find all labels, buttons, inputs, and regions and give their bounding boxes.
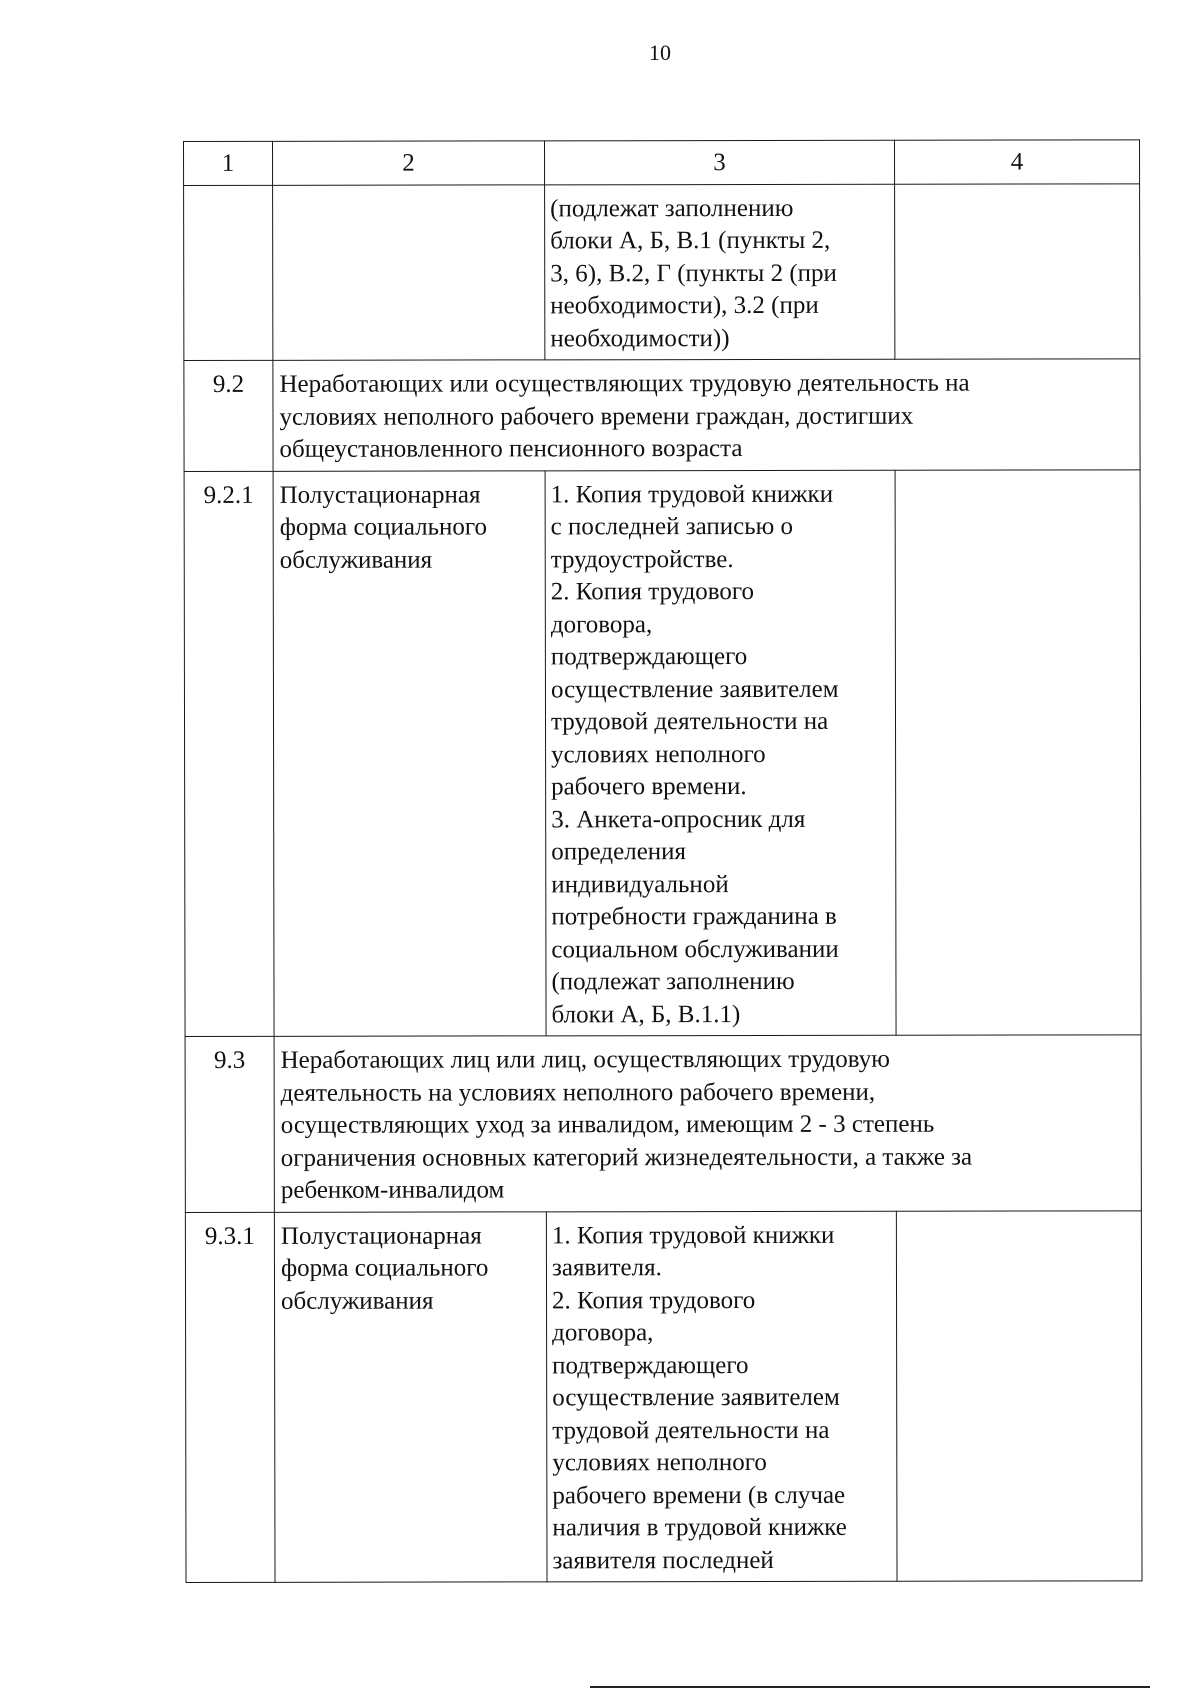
bottom-divider-line (590, 1686, 1150, 1688)
text-line: заявителя. (551, 1254, 662, 1282)
text-line: общеустановленного пенсионного возраста (279, 435, 743, 463)
text-line: Неработающих или осуществляющих трудовую деятельность на (279, 369, 970, 398)
header-cell-4: 4 (894, 140, 1139, 184)
text-line: 3. Анкета-опросник для (551, 805, 806, 833)
text-line: трудоустройстве. (550, 545, 734, 573)
table-header-row (184, 140, 1140, 185)
documents-cell (545, 470, 896, 1036)
text-line: 3, 6), В.2, Г (пункты 2 (при (550, 259, 837, 287)
text-line: определения (551, 838, 687, 866)
continuation-number-cell (184, 185, 273, 361)
text-line: форма социального (279, 513, 488, 541)
text-line: 1. Копия трудовой книжки (550, 480, 834, 508)
header-cell-1: 1 (184, 141, 273, 185)
text-line: трудовой деятельности на (550, 707, 829, 736)
table-row-9-3-1 (185, 1210, 1142, 1582)
text-line: трудовой деятельности на (552, 1416, 830, 1444)
table-row-section-9-2 (184, 359, 1140, 471)
text-line: обслуживания (279, 546, 433, 574)
continuation-form-cell (273, 184, 545, 360)
text-line: форма социального (280, 1254, 489, 1282)
service-form-cell (273, 470, 546, 1036)
notes-cell (895, 469, 1141, 1035)
text-line: индивидуальной (551, 870, 729, 898)
text-line: необходимости), 3.2 (при (550, 291, 819, 320)
text-line: блоки А, Б, В.1.1) (551, 1000, 741, 1028)
documents-cell (546, 1211, 897, 1582)
text-line: рабочего времени (в случае (552, 1481, 846, 1509)
page-number: 10 (649, 40, 671, 65)
section-number: 9.3 (185, 1036, 274, 1212)
text-line: (подлежат заполнению (551, 967, 795, 996)
text-line: договора, (550, 610, 653, 638)
table-row-continuation (184, 183, 1140, 360)
text-line: обслуживания (281, 1287, 434, 1315)
text-line: (подлежат заполнению (550, 194, 794, 222)
text-line: блоки А, Б, В.1 (пункты 2, (550, 226, 831, 255)
text-line: ограничения основных категорий жизнедеятельности, а также за (280, 1143, 973, 1172)
text-line: договора, (552, 1319, 654, 1347)
text-line: Полустационарная (280, 1221, 482, 1250)
text-line: подтверждающего (552, 1351, 749, 1379)
text-line: осуществляющих уход за инвалидом, имеющим 2 - 3 степень (280, 1110, 935, 1139)
text-line: потребности гражданина в (551, 902, 837, 931)
text-line: с последней записью о (550, 512, 794, 541)
table-row-9-2-1 (184, 469, 1141, 1036)
section-title (274, 1035, 1141, 1212)
text-line: 1. Копия трудовой книжки (551, 1221, 835, 1249)
continuation-documents-cell (545, 184, 895, 360)
header-cell-3: 3 (545, 140, 895, 184)
text-line: социальном обслуживании (551, 935, 839, 963)
text-line: осуществление заявителем (550, 675, 839, 703)
text-line: условиях неполного (551, 740, 766, 768)
service-form-cell (274, 1211, 547, 1582)
header-cell-2: 2 (273, 141, 545, 185)
section-title (273, 359, 1140, 471)
text-line: ребенком-инвалидом (280, 1176, 505, 1204)
row-number: 9.3.1 (185, 1212, 275, 1583)
section-number: 9.2 (184, 360, 273, 471)
text-line: подтверждающего (550, 643, 748, 671)
text-line: условиях неполного (552, 1448, 767, 1477)
text-line: 2. Копия трудового (550, 578, 755, 606)
text-line: Неработающих лиц или лиц, осуществляющих трудовую (280, 1045, 890, 1074)
text-line: Полустационарная (279, 480, 481, 509)
table-row-section-9-3 (185, 1035, 1141, 1212)
text-line: осуществление заявителем (552, 1383, 840, 1412)
text-line: необходимости)) (550, 324, 730, 352)
document-table (183, 139, 1143, 1583)
text-line: деятельность на условиях неполного рабочего времени, (280, 1078, 876, 1107)
text-line: условиях неполного рабочего времени граждан, достигших (279, 402, 914, 431)
text-line: 2. Копия трудового (552, 1286, 756, 1314)
continuation-notes-cell (895, 183, 1140, 359)
text-line: рабочего времени. (551, 773, 747, 801)
row-number: 9.2.1 (184, 471, 274, 1037)
notes-cell (896, 1210, 1142, 1581)
text-line: заявителя последней (552, 1546, 774, 1574)
text-line: наличия в трудовой книжке (552, 1513, 847, 1542)
